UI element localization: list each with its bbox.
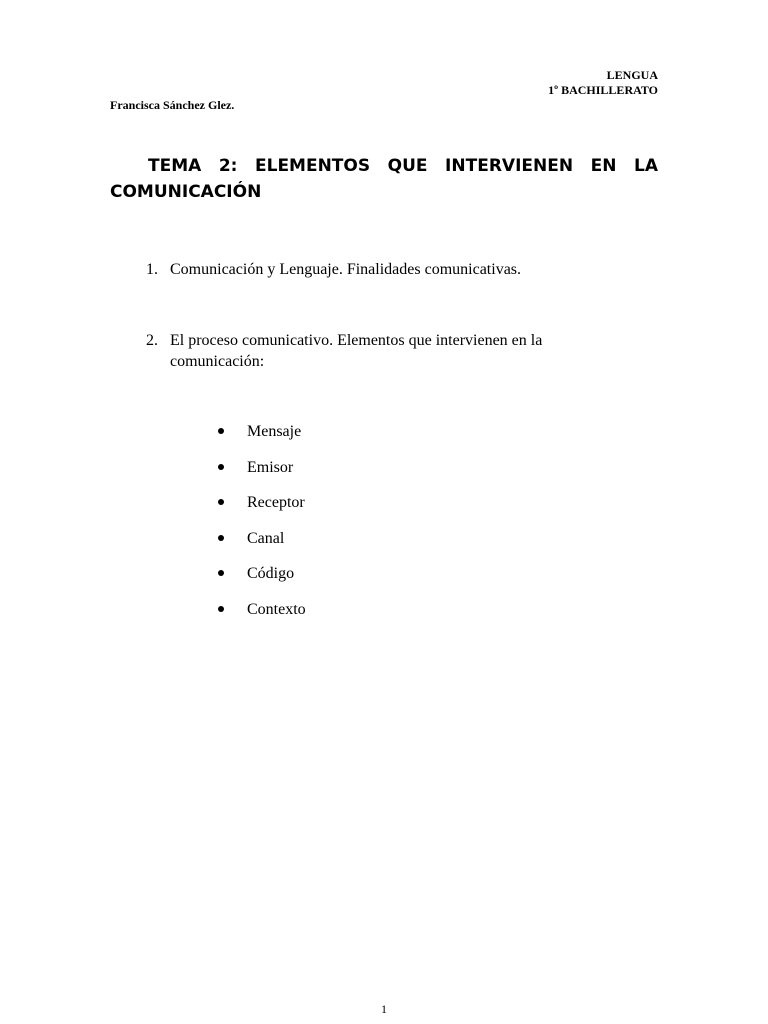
section-number: 1. [146, 261, 158, 278]
bullet-icon [218, 464, 224, 470]
list-item-label: Receptor [247, 494, 305, 511]
list-item-label: Emisor [247, 458, 294, 476]
author-name: Francisca Sánchez Glez. [110, 98, 235, 112]
list-item-label: Contexto [247, 600, 306, 618]
list-item [216, 528, 306, 564]
bullet-icon [218, 606, 224, 612]
subject-label: LENGUA [606, 68, 658, 82]
section-text: Comunicación y Lenguaje. Finalidades comunicativas. [170, 261, 522, 278]
section-2 [146, 330, 616, 372]
bullet-icon [218, 499, 224, 505]
list-item [216, 457, 306, 493]
elements-list [216, 421, 306, 634]
list-item [216, 421, 306, 457]
section-number: 2. [146, 332, 158, 349]
section-text: El proceso comunicativo. Elementos que intervienen en la comunicación: [170, 332, 543, 370]
list-item-label: Mensaje [247, 423, 302, 440]
list-item [216, 599, 306, 635]
bullet-icon [218, 570, 224, 576]
section-1 [146, 259, 616, 280]
list-item-label: Canal [247, 529, 285, 547]
document-title: TEMA 2: ELEMENTOS QUE INTERVIENEN EN LA COMUNICACIÓN [110, 156, 658, 202]
course-label: 1º BACHILLERATO [548, 83, 658, 97]
bullet-icon [218, 535, 224, 541]
bullet-icon [218, 428, 224, 434]
list-item [216, 563, 306, 599]
list-item [216, 492, 306, 528]
page-number: 1 [381, 1002, 387, 1016]
list-item-label: Código [247, 565, 295, 582]
header-right [548, 68, 658, 98]
